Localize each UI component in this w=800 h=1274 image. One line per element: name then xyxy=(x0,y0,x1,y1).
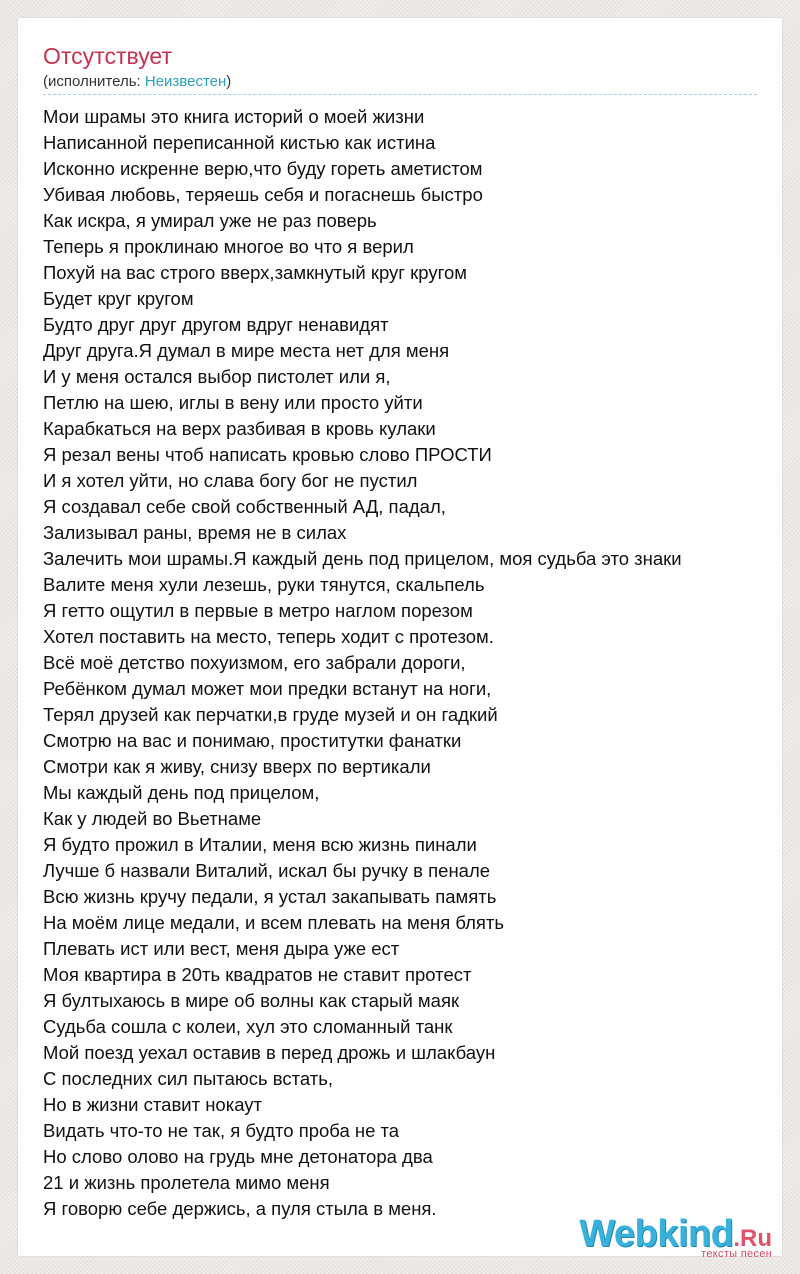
lyric-line: С последних сил пытаюсь встать, xyxy=(43,1068,334,1089)
lyric-line: Мои шрамы это книга историй о моей жизни xyxy=(43,106,425,127)
lyric-line: Будет круг кругом xyxy=(43,288,194,309)
lyric-line: Карабкаться на верх разбивая в кровь кулаки xyxy=(43,418,436,439)
lyrics-page xyxy=(18,18,782,1256)
lyric-line: На моём лице медали, и всем плевать на меня блять xyxy=(43,912,505,933)
lyric-line: Я говорю себе держись, а пуля стыла в меня. xyxy=(43,1198,437,1219)
lyric-line: Плевать ист или вест, меня дыра уже ест xyxy=(43,938,400,959)
lyric-line: Теперь я проклинаю многое во что я верил xyxy=(43,236,414,257)
lyric-line: Как у людей во Вьетнаме xyxy=(43,808,262,829)
lyric-line: Друг друга.Я думал в мире места нет для меня xyxy=(43,340,450,361)
lyric-line: Я будто прожил в Италии, меня всю жизнь пинали xyxy=(43,834,477,855)
lyric-line: Будто друг друг другом вдруг ненавидят xyxy=(43,314,389,335)
lyric-line: Валите меня хули лезешь, руки тянутся, скальпель xyxy=(43,574,485,595)
lyric-line: Моя квартира в 20ть квадратов не ставит протест xyxy=(43,964,472,985)
dashed-divider xyxy=(43,94,757,95)
lyrics-text xyxy=(43,104,773,1222)
lyric-line: Написанной переписанной кистью как истина xyxy=(43,132,436,153)
lyric-line: Лучше б назвали Виталий, искал бы ручку в пенале xyxy=(43,860,491,881)
lyric-line: Мой поезд уехал оставив в перед дрожь и шлакбаун xyxy=(43,1042,496,1063)
lyric-line: Мы каждый день под прицелом, xyxy=(43,782,320,803)
lyric-line: Хотел поставить на место, теперь ходит с протезом. xyxy=(43,626,494,647)
lyric-line: Залечить мои шрамы.Я каждый день под прицелом, моя судьба это знаки xyxy=(43,548,682,569)
lyric-line: Но слово олово на грудь мне детонатора два xyxy=(43,1146,433,1167)
lyric-line: Смотрю на вас и понимаю, проститутки фанатки xyxy=(43,730,462,751)
lyric-line: Я гетто ощутил в первые в метро наглом порезом xyxy=(43,600,473,621)
lyric-line: Как искра, я умирал уже не раз поверь xyxy=(43,210,377,231)
lyric-line: Ребёнком думал может мои предки встанут на ноги, xyxy=(43,678,492,699)
logo-tagline: тексты песен xyxy=(701,1248,772,1260)
lyric-line: Убивая любовь, теряешь себя и погаснешь быстро xyxy=(43,184,483,205)
logo-word: Webkind xyxy=(579,1213,734,1255)
lyric-line: И я хотел уйти, но слава богу бог не пустил xyxy=(43,470,418,491)
lyric-line: Смотри как я живу, снизу вверх по вертикали xyxy=(43,756,431,777)
artist-line xyxy=(43,73,231,91)
lyric-line: Но в жизни ставит нокаут xyxy=(43,1094,263,1115)
artist-prefix: (исполнитель: xyxy=(43,73,145,90)
lyric-line: Я бултыхаюсь в мире об волны как старый маяк xyxy=(43,990,460,1011)
lyric-line: Я резал вены чтоб написать кровью слово ПРОСТИ xyxy=(43,444,492,465)
lyric-line: Всю жизнь кручу педали, я устал закапывать память xyxy=(43,886,497,907)
lyric-line: Похуй на вас строго вверх,замкнутый круг кругом xyxy=(43,262,467,283)
song-title: Отсутствует xyxy=(43,43,172,69)
logo-tld: .Ru xyxy=(733,1225,772,1252)
artist-link[interactable]: Неизвестен xyxy=(144,73,227,90)
lyric-line: Исконно искренне верю,что буду гореть аметистом xyxy=(43,158,483,179)
lyric-line: 21 и жизнь пролетела мимо меня xyxy=(43,1172,330,1193)
site-logo[interactable] xyxy=(579,1215,772,1258)
lyric-line: Зализывал раны, время не в силах xyxy=(43,522,347,543)
lyric-line: Всё моё детство похуизмом, его забрали дороги, xyxy=(43,652,466,673)
lyric-line: Я создавал себе свой собственный АД, падал, xyxy=(43,496,446,517)
lyric-line: Петлю на шею, иглы в вену или просто уйти xyxy=(43,392,423,413)
artist-suffix: ) xyxy=(226,73,232,90)
lyric-line: И у меня остался выбор пистолет или я, xyxy=(43,366,391,387)
lyric-line: Видать что-то не так, я будто проба не та xyxy=(43,1120,400,1141)
lyric-line: Судьба сошла с колеи, хул это сломанный танк xyxy=(43,1016,453,1037)
lyric-line: Терял друзей как перчатки,в груде музей и он гадкий xyxy=(43,704,498,725)
